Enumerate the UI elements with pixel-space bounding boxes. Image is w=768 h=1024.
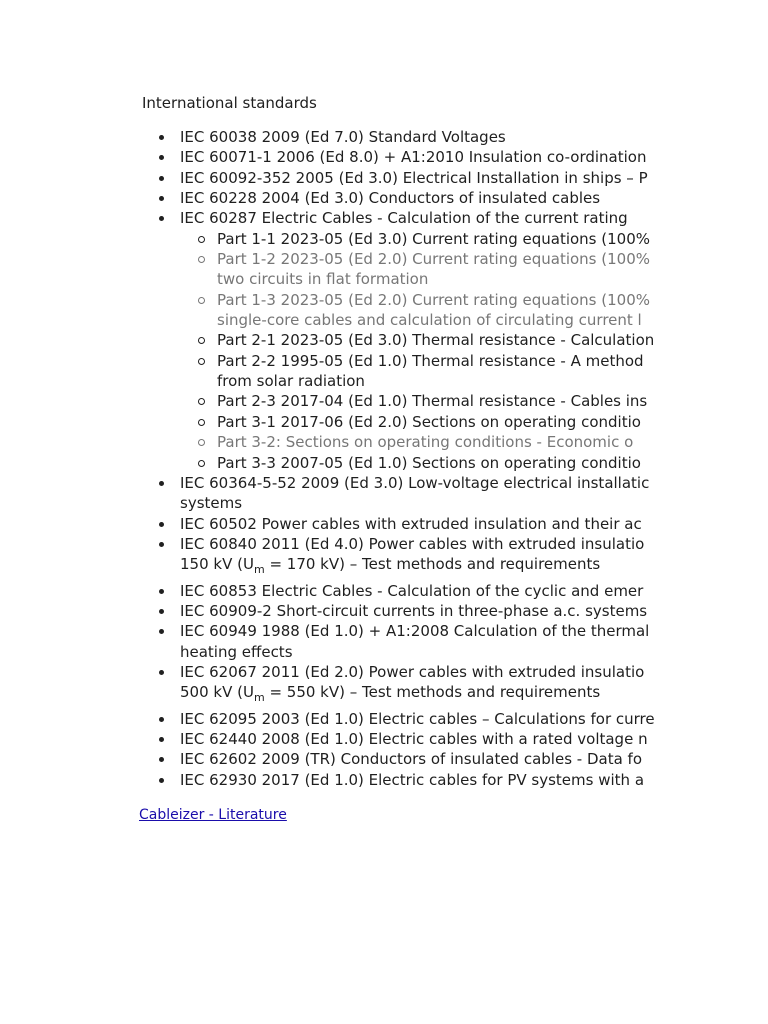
item-line: Part 3-3 2007-05 (Ed 1.0) Sections on operating conditio	[217, 453, 641, 472]
standard-item	[140, 581, 686, 601]
item-line: heating effects	[180, 642, 293, 661]
voltage-suffix: = 550 kV) – Test methods and requirements	[264, 683, 601, 702]
part-item	[180, 351, 686, 392]
standards-snippet	[140, 88, 686, 788]
item-line: single-core cables and calculation of circulating current l	[217, 311, 642, 330]
part-item	[180, 412, 686, 432]
standards-list	[140, 127, 686, 788]
item-line: IEC 60092-352 2005 (Ed 3.0) Electrical Installation in ships – P	[180, 168, 648, 187]
standard-item	[140, 601, 686, 621]
item-line: IEC 60287 Electric Cables - Calculation of the current rating	[180, 209, 628, 228]
standard-item	[140, 749, 686, 769]
standard-item	[140, 147, 686, 167]
standard-item	[140, 127, 686, 147]
item-line	[180, 554, 686, 580]
item-line: IEC 60949 1988 (Ed 1.0) + A1:2008 Calculation of the thermal	[180, 622, 650, 641]
standard-item	[140, 534, 686, 581]
item-line: two circuits in flat formation	[217, 270, 429, 289]
item-line: IEC 60038 2009 (Ed 7.0) Standard Voltages	[180, 128, 506, 146]
item-line: Part 2-2 1995-05 (Ed 1.0) Thermal resistance - A method	[217, 351, 644, 370]
part-item	[180, 391, 686, 411]
part-item	[180, 453, 686, 473]
item-line: Part 3-2: Sections on operating conditions - Economic o	[217, 433, 634, 452]
standard-item	[140, 729, 686, 749]
item-line: IEC 62067 2011 (Ed 2.0) Power cables with extruded insulatio	[180, 662, 645, 681]
item-line: Part 3-1 2017-06 (Ed 2.0) Sections on operating conditio	[217, 412, 641, 431]
item-line: IEC 60909-2 Short-circuit currents in three-phase a.c. systems	[180, 601, 648, 620]
part-list	[180, 229, 686, 473]
standard-item	[140, 709, 686, 729]
item-line: systems	[180, 494, 243, 513]
item-line: IEC 60228 2004 (Ed 3.0) Conductors of insulated cables	[180, 189, 601, 208]
subscript-m: m	[253, 563, 265, 577]
item-line	[180, 682, 686, 708]
section-heading: International standards	[142, 94, 317, 112]
item-line: from solar radiation	[217, 372, 365, 391]
item-line: Part 1-1 2023-05 (Ed 3.0) Current rating equations (100%	[217, 229, 650, 248]
item-line: Part 2-3 2017-04 (Ed 1.0) Thermal resistance - Cables ins	[217, 392, 648, 411]
subscript-m: m	[253, 691, 265, 705]
part-item	[180, 249, 686, 290]
standard-item	[140, 168, 686, 188]
item-line: IEC 62930 2017 (Ed 1.0) Electric cables for PV systems with a	[180, 770, 645, 788]
standard-item	[140, 770, 686, 788]
voltage-prefix: 150 kV (U	[180, 555, 254, 574]
voltage-suffix: = 170 kV) – Test methods and requirements	[264, 555, 601, 574]
item-line: IEC 60071-1 2006 (Ed 8.0) + A1:2010 Insulation co-ordination	[180, 148, 647, 167]
item-line: IEC 60840 2011 (Ed 4.0) Power cables with extruded insulatio	[180, 534, 645, 553]
part-item	[180, 290, 686, 331]
cableizer-literature-link[interactable]: Cableizer - Literature	[139, 807, 287, 823]
item-line: IEC 62602 2009 (TR) Conductors of insulated cables - Data fo	[180, 750, 643, 769]
item-line: Part 1-3 2023-05 (Ed 2.0) Current rating equations (100%	[217, 290, 650, 309]
standard-item	[140, 188, 686, 208]
item-line: Part 2-1 2023-05 (Ed 3.0) Thermal resistance - Calculation	[217, 331, 655, 350]
standard-item	[140, 208, 686, 472]
part-item	[180, 330, 686, 350]
standard-item	[140, 662, 686, 709]
item-line: Part 1-2 2023-05 (Ed 2.0) Current rating equations (100%	[217, 250, 650, 269]
item-line: IEC 62440 2008 (Ed 1.0) Electric cables with a rated voltage n	[180, 729, 648, 748]
part-item	[180, 229, 686, 249]
item-line: IEC 60364-5-52 2009 (Ed 3.0) Low-voltage electrical installatic	[180, 473, 650, 492]
item-line: IEC 60502 Power cables with extruded insulation and their ac	[180, 514, 642, 533]
standard-item	[140, 514, 686, 534]
standard-item	[140, 473, 686, 514]
item-line: IEC 62095 2003 (Ed 1.0) Electric cables – Calculations for curre	[180, 709, 655, 728]
voltage-prefix: 500 kV (U	[180, 683, 254, 702]
standard-item	[140, 621, 686, 662]
item-line: IEC 60853 Electric Cables - Calculation of the cyclic and emer	[180, 581, 644, 600]
part-item	[180, 432, 686, 452]
